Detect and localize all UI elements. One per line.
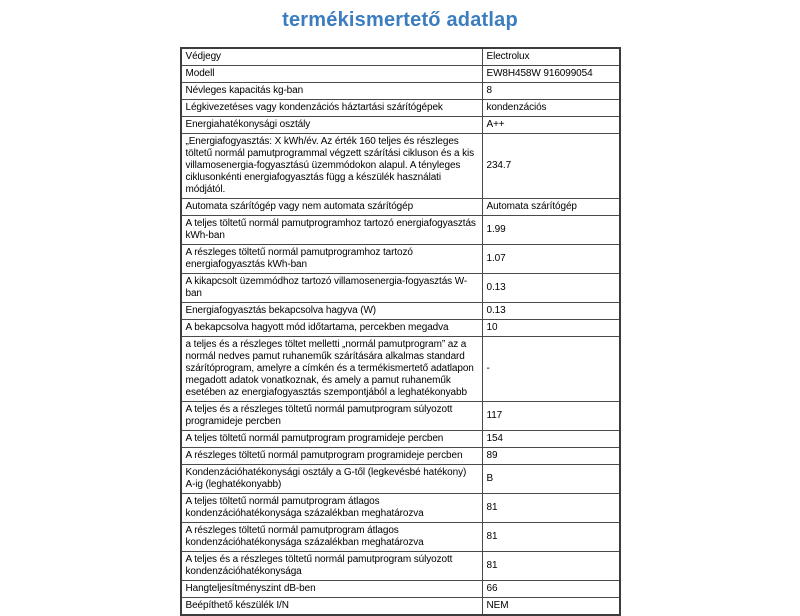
spec-label: A teljes töltetű normál pamutprogramhoz tartozó energiafogyasztás kWh-ban (181, 216, 483, 245)
table-row (181, 216, 620, 245)
spec-value: 117 (482, 402, 620, 431)
table-row (181, 245, 620, 274)
spec-value: Electrolux (482, 48, 620, 66)
spec-value: 89 (482, 448, 620, 465)
spec-label: Kondenzációhatékonysági osztály a G-től (legkevésbé hatékony) A-ig (leghatékonyabb) (181, 465, 483, 494)
spec-value: 154 (482, 431, 620, 448)
spec-label: Energiafogyasztás bekapcsolva hagyva (W) (181, 303, 483, 320)
table-row (181, 83, 620, 100)
table-row (181, 523, 620, 552)
spec-value: 10 (482, 320, 620, 337)
spec-label: Beépíthető készülék I/N (181, 598, 483, 616)
spec-label: Névleges kapacitás kg-ban (181, 83, 483, 100)
spec-value: 0.13 (482, 303, 620, 320)
spec-label: A bekapcsolva hagyott mód időtartama, percekben megadva (181, 320, 483, 337)
table-row (181, 117, 620, 134)
spec-value: 81 (482, 523, 620, 552)
spec-value: NEM (482, 598, 620, 616)
table-row (181, 66, 620, 83)
table-row (181, 465, 620, 494)
table-row (181, 337, 620, 402)
table-row (181, 199, 620, 216)
product-datasheet-page (0, 9, 800, 616)
spec-label: A teljes és a részleges töltetű normál pamutprogram súlyozott programideje percben (181, 402, 483, 431)
spec-value: 234.7 (482, 134, 620, 199)
page-title: termékismertető adatlap (282, 9, 518, 31)
table-row (181, 494, 620, 523)
spec-value: B (482, 465, 620, 494)
spec-label: „Energiafogyasztás: X kWh/év. Az érték 160 teljes és részleges töltetű normál pamutprogrammal végzett szárítási cikluson és a kis villamosenergia-fogyasztású üzemmódokon alapul. A tényleges ciklusonkénti energiafogyasztás függ a készülék használati módjától. (181, 134, 483, 199)
table-row (181, 552, 620, 581)
spec-value: A++ (482, 117, 620, 134)
spec-table-body (181, 48, 620, 615)
spec-label: A részleges töltetű normál pamutprogram átlagos kondenzációhatékonysága százalékban meghatározva (181, 523, 483, 552)
table-row (181, 48, 620, 66)
spec-value: 81 (482, 494, 620, 523)
spec-label: Légkivezetéses vagy kondenzációs háztartási szárítógépek (181, 100, 483, 117)
spec-label: Hangteljesítményszint dB-ben (181, 581, 483, 598)
table-row (181, 431, 620, 448)
spec-value: - (482, 337, 620, 402)
spec-label: A teljes és a részleges töltetű normál pamutprogram súlyozott kondenzációhatékonysága (181, 552, 483, 581)
spec-label: Védjegy (181, 48, 483, 66)
spec-label: Energiahatékonysági osztály (181, 117, 483, 134)
table-row (181, 320, 620, 337)
spec-value: 1.99 (482, 216, 620, 245)
product-spec-table (180, 47, 621, 616)
table-row (181, 274, 620, 303)
spec-label: Modell (181, 66, 483, 83)
spec-value: 8 (482, 83, 620, 100)
spec-value: EW8H458W 916099054 (482, 66, 620, 83)
table-row (181, 581, 620, 598)
table-row (181, 134, 620, 199)
spec-label: A teljes töltetű normál pamutprogram programideje percben (181, 431, 483, 448)
table-row (181, 402, 620, 431)
spec-value: Automata szárítógép (482, 199, 620, 216)
table-row (181, 303, 620, 320)
spec-value: 1.07 (482, 245, 620, 274)
spec-value: 0.13 (482, 274, 620, 303)
spec-label: a teljes és a részleges töltet melletti „normál pamutprogram” az a normál nedves pamut ruhaneműk szárítására alkalmas standard szárítóprogram, amelyre a címkén és a termékismertető adatlapon megadott adatok vonatkoznak, és amely a pamut ruhaneműk esetében az energiafogyasztás szempontjából a leghatékonyabb (181, 337, 483, 402)
spec-label: A részleges töltetű normál pamutprogram programideje percben (181, 448, 483, 465)
table-row (181, 448, 620, 465)
table-row (181, 100, 620, 117)
spec-value: 66 (482, 581, 620, 598)
spec-label: Automata szárítógép vagy nem automata szárítógép (181, 199, 483, 216)
spec-value: kondenzációs (482, 100, 620, 117)
spec-label: A kikapcsolt üzemmódhoz tartozó villamosenergia-fogyasztás W-ban (181, 274, 483, 303)
spec-label: A részleges töltetű normál pamutprogramhoz tartozó energiafogyasztás kWh-ban (181, 245, 483, 274)
spec-value: 81 (482, 552, 620, 581)
spec-label: A teljes töltetű normál pamutprogram átlagos kondenzációhatékonysága százalékban meghatározva (181, 494, 483, 523)
table-row (181, 598, 620, 616)
